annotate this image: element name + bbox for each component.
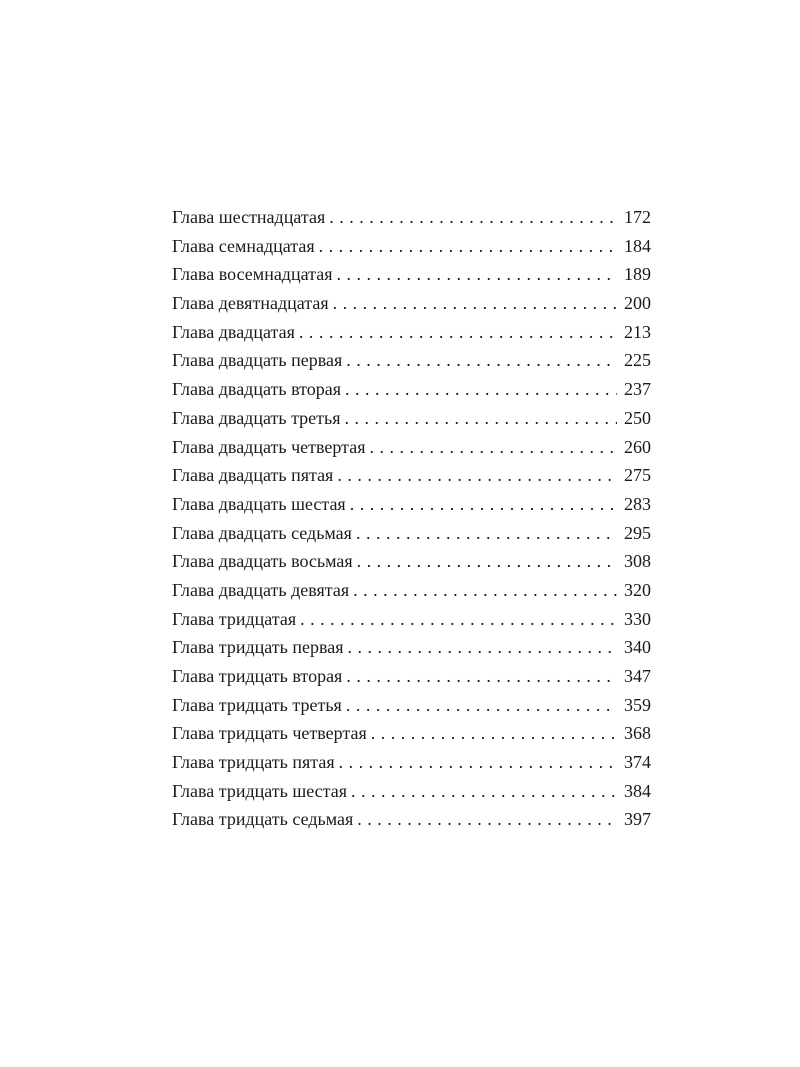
chapter-title: Глава тридцать первая	[172, 637, 344, 658]
chapter-title: Глава двадцатая	[172, 321, 295, 342]
page-number: 359	[624, 694, 651, 715]
chapter-title: Глава тридцать пятая	[172, 752, 335, 773]
dot-leader	[336, 260, 617, 289]
toc-entry	[172, 461, 651, 490]
toc-entry	[172, 260, 651, 289]
chapter-title: Глава двадцать шестая	[172, 493, 346, 514]
page-number: 260	[624, 436, 651, 457]
page-number: 283	[624, 493, 651, 514]
dot-leader	[369, 433, 617, 462]
dot-leader	[351, 777, 617, 806]
toc-entry	[172, 633, 651, 662]
toc-entry	[172, 433, 651, 462]
page-number: 295	[624, 522, 651, 543]
dot-leader	[329, 203, 617, 232]
page-number: 275	[624, 465, 651, 486]
dot-leader	[333, 289, 617, 318]
page-number: 340	[624, 637, 651, 658]
dot-leader	[346, 662, 617, 691]
chapter-title: Глава шестнадцатая	[172, 207, 326, 227]
page-number: 172	[624, 207, 651, 227]
dot-leader	[356, 519, 617, 548]
toc-entry	[172, 547, 651, 576]
dot-leader	[345, 404, 617, 433]
toc-entry	[172, 605, 651, 634]
toc-entry	[172, 375, 651, 404]
chapter-title: Глава двадцать четвертая	[172, 436, 366, 457]
page-number: 320	[624, 579, 651, 600]
dot-leader	[348, 633, 617, 662]
toc-entry	[172, 519, 651, 548]
chapter-title: Глава тридцатая	[172, 608, 297, 629]
page-number: 237	[624, 379, 651, 400]
dot-leader	[371, 719, 617, 748]
dot-leader	[350, 490, 617, 519]
page-number: 384	[624, 780, 651, 801]
chapter-title: Глава двадцать третья	[172, 407, 341, 428]
toc-entry	[172, 748, 651, 777]
chapter-title: Глава семнадцатая	[172, 235, 315, 256]
toc-entry	[172, 232, 651, 261]
dot-leader	[339, 748, 617, 777]
chapter-title: Глава тридцать третья	[172, 694, 342, 715]
chapter-title: Глава тридцать вторая	[172, 666, 343, 686]
page-number: 250	[624, 407, 651, 428]
page-number: 225	[624, 350, 651, 371]
page-number: 189	[624, 264, 651, 285]
toc-entry	[172, 404, 651, 433]
toc-entry	[172, 203, 651, 232]
toc-entry	[172, 318, 651, 347]
dot-leader	[337, 461, 617, 490]
dot-leader	[353, 576, 617, 605]
chapter-title: Глава тридцать шестая	[172, 780, 348, 801]
page-number: 330	[624, 608, 651, 629]
dot-leader	[346, 346, 617, 375]
chapter-title: Глава тридцать четвертая	[172, 723, 367, 744]
chapter-title: Глава девятнадцатая	[172, 293, 329, 314]
dot-leader	[319, 232, 617, 261]
page-number: 347	[624, 666, 651, 686]
toc-entry	[172, 289, 651, 318]
page-number: 368	[624, 723, 651, 744]
dot-leader	[299, 318, 617, 347]
chapter-title: Глава двадцать седьмая	[172, 522, 352, 543]
chapter-title: Глава двадцать вторая	[172, 379, 342, 400]
toc-entry	[172, 777, 651, 806]
toc-entry	[172, 662, 651, 691]
table-of-contents	[172, 203, 651, 834]
chapter-title: Глава двадцать пятая	[172, 465, 334, 486]
toc-entry	[172, 691, 651, 720]
page-number: 374	[624, 752, 651, 773]
dot-leader	[357, 805, 617, 834]
chapter-title: Глава двадцать первая	[172, 350, 343, 371]
page-number: 200	[624, 293, 651, 314]
toc-entry	[172, 490, 651, 519]
page-number: 184	[624, 235, 651, 256]
page-number: 397	[624, 809, 651, 830]
page-number: 308	[624, 551, 651, 572]
dot-leader	[345, 375, 617, 404]
toc-entry	[172, 719, 651, 748]
chapter-title: Глава двадцать девятая	[172, 579, 350, 600]
dot-leader	[357, 547, 617, 576]
chapter-title: Глава тридцать седьмая	[172, 809, 354, 830]
toc-entry	[172, 576, 651, 605]
chapter-title: Глава двадцать восьмая	[172, 551, 353, 572]
chapter-title: Глава восемнадцатая	[172, 264, 333, 285]
toc-entry	[172, 346, 651, 375]
dot-leader	[300, 605, 617, 634]
toc-entry	[172, 805, 651, 834]
dot-leader	[346, 691, 617, 720]
page-number: 213	[624, 321, 651, 342]
